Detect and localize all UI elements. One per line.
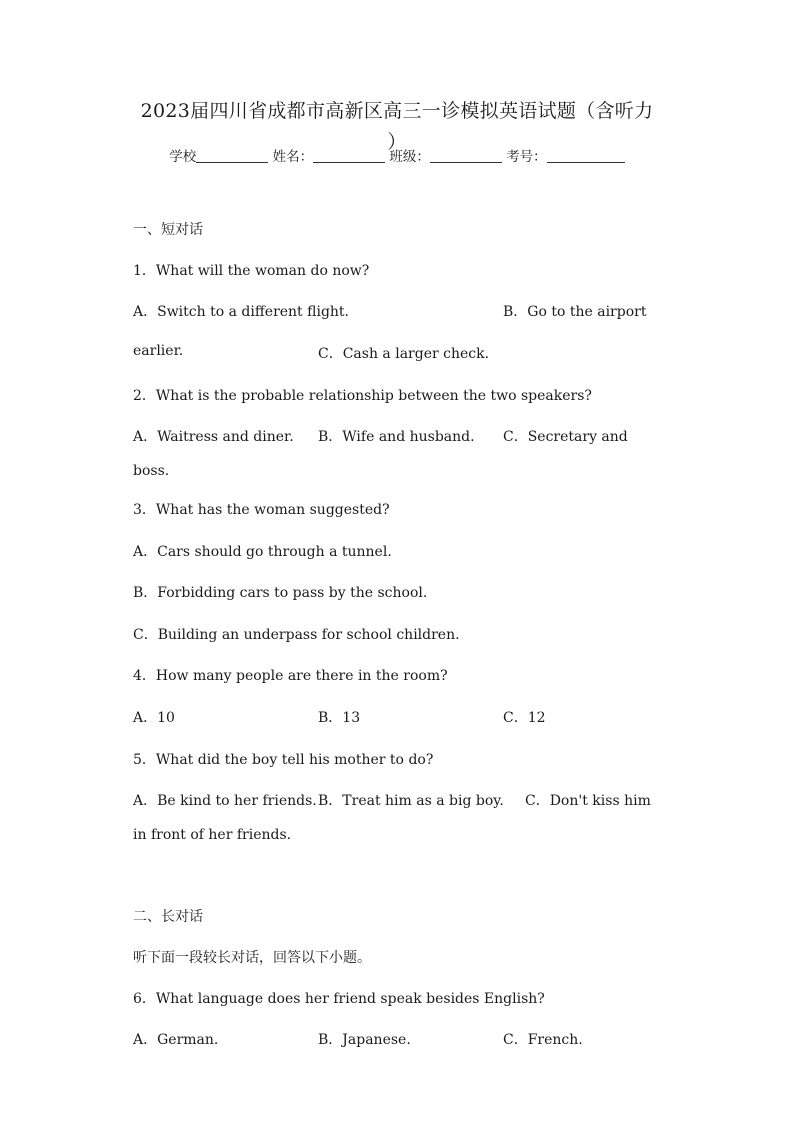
number-label: 考号： [506, 149, 547, 165]
q5-option-a: A．Be kind to her friends. [133, 793, 317, 809]
q3-stem: 3．What has the woman suggested? [133, 502, 390, 518]
name-blank [313, 148, 385, 163]
school-blank [196, 148, 268, 163]
q5-option-c-cont: in front of her friends. [133, 827, 292, 843]
q2-option-c-cont: boss. [133, 463, 170, 479]
q4-option-b: B．13 [318, 710, 361, 726]
q5-option-c: C．Don't kiss him [525, 793, 651, 809]
q6-option-a: A．German. [133, 1032, 219, 1048]
q2-option-b: B．Wife and husband. [318, 429, 475, 445]
class-blank [430, 148, 502, 163]
q1-stem: 1．What will the woman do now? [133, 263, 370, 279]
q3-option-c: C．Building an underpass for school children. [133, 627, 460, 643]
q2-stem: 2．What is the probable relationship between the two speakers? [133, 388, 592, 404]
q2-option-a: A．Waitress and diner. [133, 429, 294, 445]
q1-option-c: C．Cash a larger check. [318, 346, 490, 362]
school-label: 学校 [169, 149, 197, 165]
q5-stem: 5．What did the boy tell his mother to do? [133, 752, 434, 768]
q6-option-c: C．French. [503, 1032, 583, 1048]
q4-option-a: A．10 [133, 710, 175, 726]
q1-option-b: B．Go to the airport [503, 304, 647, 320]
q1-option-a: A．Switch to a different flight. [133, 304, 350, 320]
name-label: 姓名： [272, 149, 314, 165]
q4-stem: 4．How many people are there in the room? [133, 668, 448, 684]
q6-stem: 6．What language does her friend speak besides English? [133, 991, 545, 1007]
number-blank [547, 148, 625, 163]
q6-option-b: B．Japanese. [318, 1032, 411, 1048]
student-info-line [0, 145, 794, 165]
q4-option-c: C．12 [503, 710, 546, 726]
q3-option-a: A．Cars should go through a tunnel. [133, 544, 392, 560]
section-1-heading: 一、短对话 [133, 222, 203, 238]
class-label: 班级： [389, 149, 430, 165]
title-line-2: ） [387, 131, 407, 153]
q5-option-b: B．Treat him as a big boy. [318, 793, 504, 809]
title-line-1: 2023届四川省成都市高新区高三一诊模拟英语试题（含听力 [140, 100, 654, 122]
q3-option-b: B．Forbidding cars to pass by the school. [133, 585, 428, 601]
section-2-instruction: 听下面一段较长对话，回答以下小题。 [133, 950, 371, 966]
section-2-heading: 二、长对话 [133, 909, 203, 925]
q2-option-c: C．Secretary and [503, 429, 628, 445]
q1-option-b-cont: earlier. [133, 343, 184, 359]
